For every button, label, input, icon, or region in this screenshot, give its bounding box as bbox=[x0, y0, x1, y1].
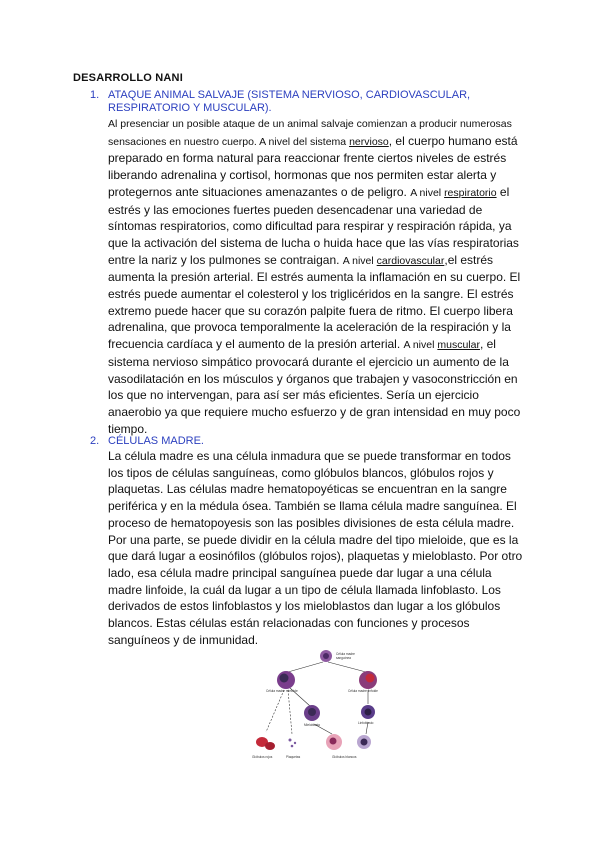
arrow-top-right bbox=[328, 662, 366, 672]
myeloid-nucleus bbox=[280, 674, 289, 683]
arrow-to-red bbox=[266, 690, 284, 732]
p-segment-c2: A nivel bbox=[342, 254, 377, 267]
section-2-heading-text: CÉLULAS MADRE. bbox=[108, 435, 204, 447]
stem-cell-top-nucleus bbox=[323, 653, 329, 659]
platelet-2 bbox=[294, 742, 296, 744]
label-bottom-1: Glóbulos rojos bbox=[252, 755, 273, 759]
arrow-to-platelets bbox=[288, 690, 292, 734]
white-blood-cell-1-nucleus bbox=[330, 738, 337, 745]
page-title: DESARROLLO NANI bbox=[73, 72, 183, 84]
term-nervioso: nervioso bbox=[349, 135, 389, 148]
section-1-number: 1. bbox=[90, 89, 100, 101]
section-2-paragraph: La célula madre es una célula inmadura que se puede transformar en todos los tipos de células sanguíneas, como glóbulos blancos, glóbulos rojos y plaquetas. Las células madre hematopoyéticas se encuentran en la sangre periférica y en la médula ósea. También se llama célula madre sanguínea. El proceso de hematopoyesis son las posibles divisiones de esta célula madre. Por una parte, se puede dividir en la célula madre del tipo mieloide, que es la que dará lugar a eosinófilos (glóbulos rojos), plaquetas y mieloblasto. Por otro lado, esa célula madre principal sanguínea puede dar lugar a una célula madre linfoide, la cuál da lugar a un tipo de célula llamada linfoblasto. Los derivados de estos linfoblastos y los mieloblastos dan lugar a los glóbulos blancos. Estas células están relacionadas con funciones y procesos sanguíneos y de inmunidad. bbox=[108, 449, 523, 647]
myeloblast-nucleus bbox=[308, 708, 316, 716]
lymphoblast-nucleus bbox=[365, 709, 372, 716]
label-right: Célula madre linfoide bbox=[348, 689, 378, 693]
section-1-heading-line2: RESPIRATORIO Y MUSCULAR). bbox=[108, 102, 272, 114]
hematopoiesis-figure bbox=[248, 650, 398, 772]
label-left: Célula madre mieloide bbox=[266, 689, 298, 693]
platelet-3 bbox=[291, 745, 294, 748]
label-bottom-3: Glóbulos blancos bbox=[332, 755, 357, 759]
term-cardiovascular: cardiovascular bbox=[376, 254, 445, 267]
p-segment-b: , el cuerpo humano está preparado en forma natural para reaccionar frente ciertos niveles de estrés liberando adrenalina y cortisol, hormonas que nos permiten estar alerta y protegernos ante situaciones amenazantes o de peligro. bbox=[108, 133, 518, 199]
label-top2: sanguínea bbox=[336, 656, 351, 660]
p-segment-c: el estrés y las emociones fuertes pueden desencadenar una variedad de síntomas respiratorios, como dificultad para respirar y respiración rápida, ya que la activación del sistema de lucha o huida hace que las vías respiratorias entre la nariz y los pulmones se contraigan. bbox=[108, 184, 519, 267]
section-1-paragraph bbox=[108, 115, 528, 437]
platelet-1 bbox=[289, 739, 292, 742]
term-respiratorio: respiratorio bbox=[444, 186, 497, 199]
arrow-top-left bbox=[288, 662, 323, 672]
label-bottom-2: Plaquetas bbox=[286, 755, 301, 759]
label-mid-left: Mieloblasto bbox=[304, 723, 321, 727]
lymphoid-nucleus bbox=[366, 674, 375, 683]
label-mid-right: Linfoblasto bbox=[358, 721, 374, 725]
section-2-number: 2. bbox=[90, 435, 100, 447]
p-segment-e: , el sistema nervioso simpático provocará durante el ejercicio un aumento de la vasodilatación en los músculos y órganos que trabajen y vasoconstricción en los que no intervengan, para así ser más eficientes. Sería un ejercicio anaerobio ya que requiere mucho esfuerzo y de gran intensidad en muy poco tiempo. bbox=[108, 337, 521, 436]
p-segment-a: Al presenciar un posible ataque de un animal salvaje comienzan a producir numerosas sensaciones en nuestro cuerpo. A nivel del sistema bbox=[108, 118, 512, 148]
red-blood-cell-2 bbox=[265, 742, 275, 750]
section-2-heading bbox=[90, 434, 204, 449]
term-muscular: muscular bbox=[437, 339, 480, 352]
white-blood-cell-2-nucleus bbox=[361, 739, 368, 746]
p-segment-b2: A nivel bbox=[410, 186, 445, 199]
p-segment-d: ,el estrés aumenta la presión arterial. El estrés aumenta la inflamación en su cuerpo. El estrés puede aumentar el colesterol y los triglicéridos en la sangre. El estrés extremo puede hacer que su corazón palpite fuera de ritmo. El cuerpo libera adrenalina, que provoca temporalmente la aceleración de la respiración y la frecuencia cardíaca y el aumento de la presión arterial. bbox=[108, 252, 521, 352]
p-segment-d2: A nivel bbox=[403, 339, 438, 352]
label-top: Célula madre bbox=[336, 652, 355, 656]
section-1-heading-line1: ATAQUE ANIMAL SALVAJE (SISTEMA NERVIOSO, CARDIOVASCULAR, bbox=[108, 89, 471, 101]
